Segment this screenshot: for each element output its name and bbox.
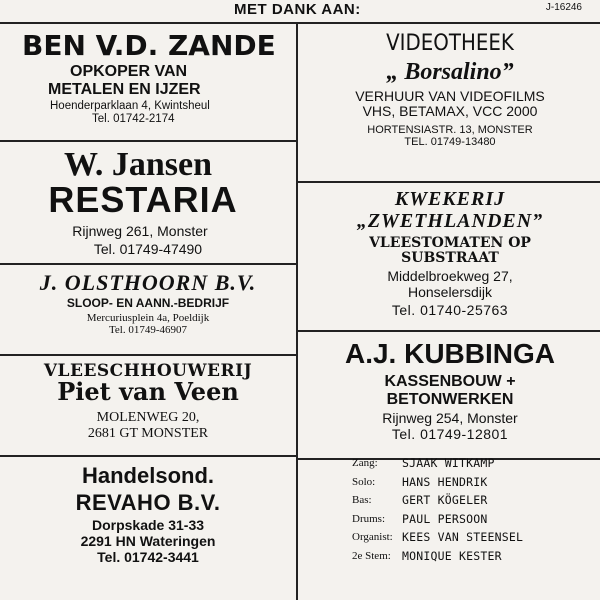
credit-name: MONIQUE KESTER: [402, 548, 502, 563]
ad-line: VERHUUR VAN VIDEOFILMS: [355, 87, 545, 104]
credit-row: [352, 528, 592, 547]
ad-business: RESTARIA: [48, 179, 238, 221]
divider-left-2: [0, 263, 297, 265]
ad-line: KWEKERIJ: [394, 188, 506, 210]
credit-role: Organist:: [352, 531, 393, 544]
ad-address: Middelbroekweg 27,: [387, 268, 513, 285]
ad-name: W. Jansen: [63, 146, 213, 183]
credit-name: KEES VAN STEENSEL: [402, 530, 524, 545]
ad-videotheek-borsalino: [300, 32, 600, 148]
ad-address: Mercuriusplein 4a, Poeldijk: [86, 312, 210, 325]
credit-row: [352, 454, 592, 473]
credit-role: Bas:: [352, 494, 372, 507]
divider-right-2: [297, 330, 600, 332]
credit-name: HANS HENDRIK: [402, 474, 488, 489]
ad-address: 2681 GT MONSTER: [87, 425, 209, 441]
credit-name: SJAAK WITKAMP: [402, 456, 495, 471]
ad-vleeschhouwerij: [0, 362, 296, 441]
ad-address: Rijnweg 261, Monster: [72, 223, 208, 240]
ad-ben-vd-zande: [12, 30, 282, 126]
ad-line: VLEESTOMATEN OP: [369, 234, 531, 251]
ad-name: „ Borsalino”: [386, 58, 514, 85]
ad-address: 2291 HN Wateringen: [80, 532, 216, 549]
credit-name: GERT KÖGELER: [402, 493, 488, 508]
ad-address: Honselersdijk: [407, 283, 493, 300]
ad-address: Rijnweg 254, Monster: [382, 410, 518, 427]
divider-right-1: [297, 181, 600, 183]
ad-phone: Tel. 01749-46907: [108, 324, 188, 337]
header-title: MET DANK AAN:: [234, 1, 361, 18]
ad-phone: Tel. 01742-2174: [92, 113, 175, 126]
ad-address: HORTENSIASTR. 13, MONSTER: [367, 123, 533, 136]
top-border: [0, 22, 600, 24]
ad-name: Piet van Veen: [57, 377, 239, 407]
credit-role: 2e Stem:: [352, 549, 391, 562]
ad-phone: Tel. 01749-47490: [93, 241, 203, 258]
credit-row: [352, 491, 592, 510]
ad-line: SUBSTRAAT: [401, 250, 499, 267]
ad-phone: Tel. 01742-3441: [97, 548, 199, 565]
credit-role: Solo:: [352, 475, 376, 488]
credit-role: Drums:: [352, 512, 385, 525]
ad-name: A.J. KUBBINGA: [344, 338, 555, 369]
ad-line: OPKOPER VAN: [70, 63, 188, 81]
divider-left-3: [0, 354, 297, 356]
catalog-number: J-16246: [545, 2, 582, 13]
ad-kwekerij-zwethlanden: [300, 188, 600, 319]
ad-address: Dorpskade 31-33: [91, 517, 205, 534]
ad-line: VHS, BETAMAX, VCC 2000: [362, 103, 538, 120]
ad-name: J. OLSTHOORN B.V.: [39, 270, 257, 295]
header: [0, 0, 600, 22]
credit-role: Zang:: [352, 457, 378, 470]
ad-line: BETONWERKEN: [386, 391, 514, 409]
ad-j-olsthoorn: [0, 271, 296, 337]
ad-name: REVAHO B.V.: [75, 489, 221, 515]
credit-row: [352, 473, 592, 492]
ad-w-jansen: [0, 146, 296, 258]
ad-business: SLOOP- EN AANN.-BEDRIJF: [66, 295, 230, 310]
ad-phone: TEL. 01749-13480: [404, 136, 496, 149]
ad-aj-kubbinga: [300, 338, 600, 443]
band-credits: [352, 454, 592, 565]
ad-address: MOLENWEG 20,: [96, 409, 200, 425]
ad-line: VLEESCHHOUWERIJ: [43, 361, 253, 381]
ad-line: METALEN EN IJZER: [48, 81, 201, 99]
credit-row: [352, 510, 592, 529]
credit-row: [352, 547, 592, 566]
ad-name: „ZWETHLANDEN”: [356, 210, 544, 233]
ad-address: Hoenderparklaan 4, Kwintsheul: [50, 100, 210, 113]
ad-phone: Tel. 01749-12801: [391, 425, 509, 442]
ad-line: KASSENBOUW +: [384, 373, 516, 391]
ad-line: VIDEOTHEEK: [386, 31, 514, 56]
divider-left-4: [0, 455, 297, 457]
ad-name: BEN V.D. ZANDE: [22, 29, 276, 62]
divider-left-1: [0, 140, 297, 142]
ad-line: Handelsond.: [81, 463, 214, 488]
column-divider: [296, 22, 298, 600]
ad-phone: Tel. 01740-25763: [391, 302, 509, 319]
ad-revaho: [0, 464, 296, 565]
credit-name: PAUL PERSOON: [402, 511, 488, 526]
